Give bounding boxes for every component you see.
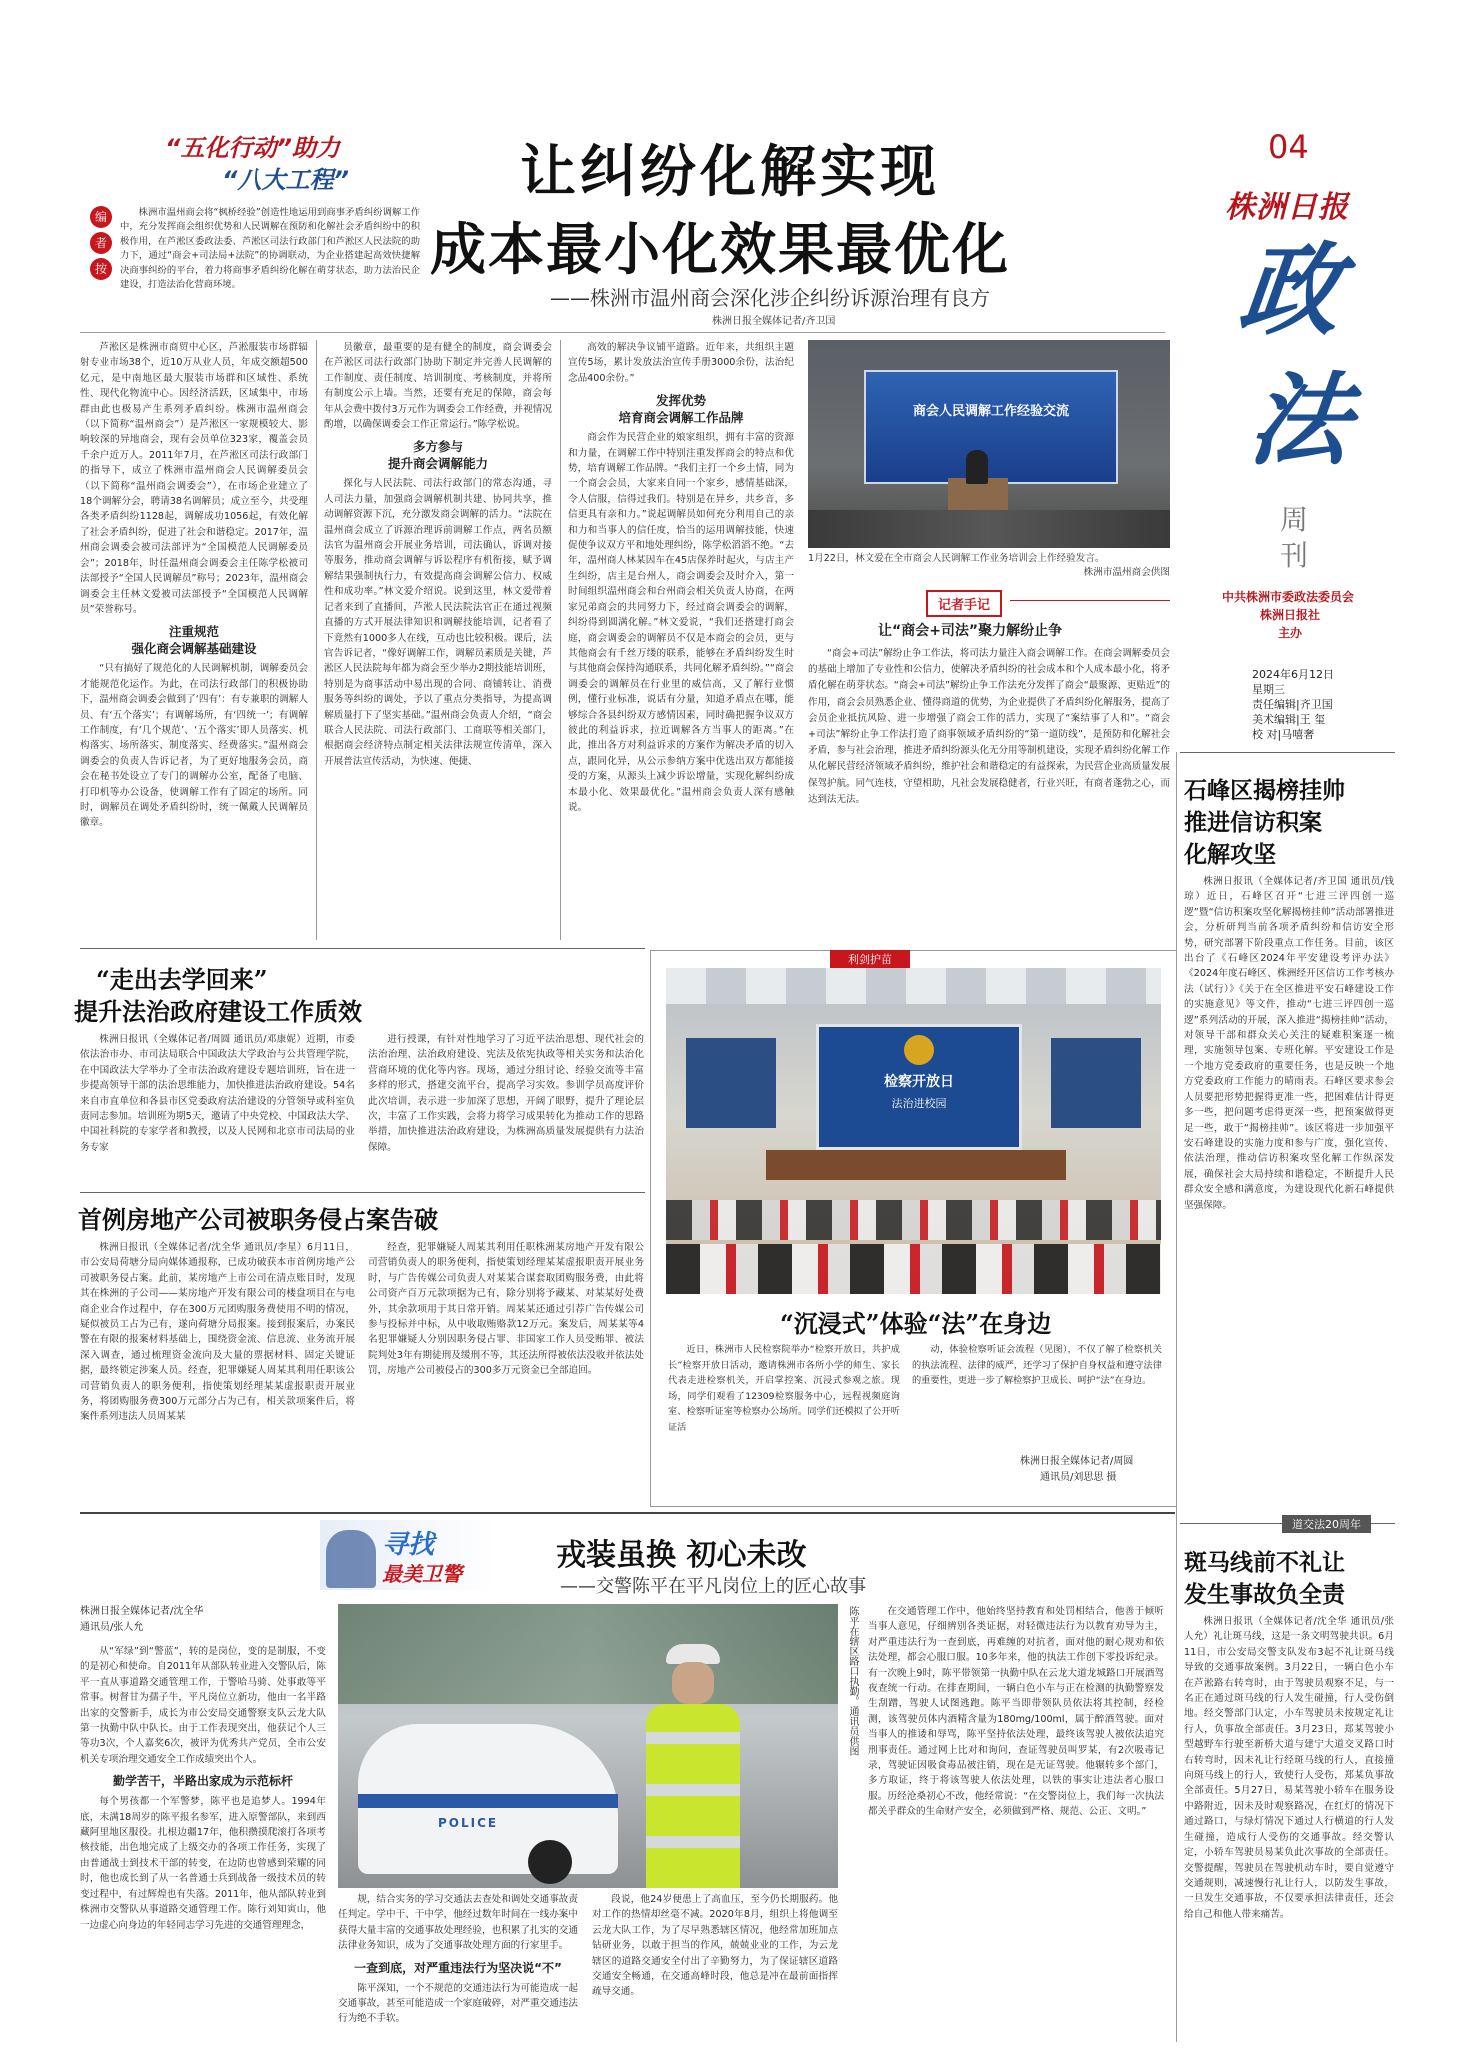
story6-body: 株洲日报讯（全媒体记者/沈全华 通讯员/张人允）礼让斑马线，这是一条文明驾驶共识。6月11日，市公安局交警支队发布3起不礼让斑马线导致的交通事故案例。3月22日，一辆白色小车在芦淞路右转弯时，由于驾驶员观察不足，与一名正在通过斑马线的行人发生碰撞，行人受伤倒地。经交警部门认定，小车驾驶员未按规定礼让行人，负事故全部责任。3月23日，郑某驾驶小型越野车行驶至新桥大道与建宁大道交叉路口时右转弯时，因未礼让行经斑马线的行人，直接撞向斑马线上的行人，致使行人受伤，郑某负事故全部责任。5月27日，易某驾驶小轿车在服务设中路附近，因未及时观察路况，在红灯的情况下通过路口，与绿灯情况下通过人行横道的行人发生碰撞，造成行人受伤的交通事故。经交警认定，小轿车驾驶员易某负此次事故的全部责任。交警提醒，驾驶员在驾驶机动车时，要自觉遵守交通规则，减速慢行礼让行人，以防发生事故，一旦发生交通事故，不仅要承担法律责任，还会给自己和他人带来痛苦。 xyxy=(1184,1616,1394,1920)
notes-body: “商会+司法”解纷止争工作法，将司法力量注入商会调解工作。在商会调解委员会的基础上增加了专业性和公信力，使解决矛盾纠纷的社会成本和个人成本最小化，将矛盾化解在萌芽状态。“商会+司法”解纷止争工作法充分发挥了商会“最聚源、更贴近”的作用，商会会员熟悉企业、懂得商道的优势，为企业提供了矛盾纠纷化解服务，提高了会员企业抵抗风险、进一步增强了商会工作的活力，实现了“案结事了人和”。“商会+司法”解纷止争工作法打造了商事领域矛盾纠纷的“第一道防线”，是预防和化解社会矛盾，参与社会治理，推进矛盾纠纷源头化无分用等制机建设，实现矛盾纠纷化解工作从化解民营经济领域矛盾纠纷，维护社会和谐稳定的有益探索，为民营企业高质量发展保驾护航。同气连枝，守望相助，凡社会发展稳健者，行业兴旺，有商者蓬勃之心，而达到法无法。 xyxy=(808,648,1170,805)
side-screen-left xyxy=(686,1038,776,1128)
officer-figure xyxy=(638,1644,748,1888)
student-row-2 xyxy=(666,1244,1161,1294)
editor-note-badge xyxy=(90,206,112,280)
issue-weekday: 星期三 xyxy=(1252,683,1285,696)
paragraph: “只有搞好了规范化的人民调解机制，调解委员会才能规范化运作。为此，在司法行政部门的积极协助下，温州商会调委会做到了‘四有’：有专兼职的调解人员、有‘五个落实’；有调解场所，有‘四统一’；有调解工作制度，有‘几个规范’、‘五个落实’即人员落实、机构落实、场所落实、制度落实、经费落实。”温州商会调委会的负责人告诉记者，为了更好地服务会员，商会在秘书处设立了专门的调解办公室，配备了电脑、打印机等办公设备，使调解工作有了固定的场所。同时，调解员在调处矛盾纠纷时，统一佩戴人民调解员徽章。 xyxy=(80,663,308,829)
subhead: 一查到底，对严重违法行为坚决说“不” xyxy=(354,1960,562,1975)
paragraph: 商会作为民营企业的娘家组织，拥有丰富的资源和力量，在调解工作中特别注重发挥商会的特点和优势，培育调解工作品牌。“我们主打一个乡土情，同为一个商会会员，大家来自同一个家乡，感情基础深，令人信服，信得过我们。特别是在异乡，共乡音，多信更具有亲和力。”说起调解员如何充分利用自己的亲和力和当事人的信任度，恰当的运用调解技能，快速促使争议双方平和地处理纠纷，陈学松滔滔不绝。“去年，温州商人林某因车在45店保养时起火，与店主产生纠纷，店主是台州人，商会调委会及时介入，第一时间组织温州商会和台州商会相关负责人协商，在两家兄弟商会的共同努力下，经过商会调委会的调解，纠纷得到圆满化解。”林文爱说，“我们还搭建打商会庭，商会调委会的调解员不仅是本商会的会员，更与其他商会有千丝万缕的联系，能够在矛盾纠纷发生时与其他商会保持沟通联系，共同化解矛盾纠纷。”“商会调委会的调解员在行业里的威信高，又了解行业惯例，懂行业标准，说话有分量，知道矛盾点在哪，能够综合各县纠纷双方感情因素，同时确把握争议双方彼此的利益诉求，拉近调解各方当事人的距离。”在此，推出各方对利益诉求的方案作为解决矛盾的切入点，跟同化异，从公示参纳方案中优选出双方都能接受的方案，从源头上减少诉讼增量，实现化解纠纷成本最小化、效果最优化。”温州商会负责人深有感触说。 xyxy=(568,432,794,813)
lead-column-3 xyxy=(568,340,794,942)
editor-note: 株洲市温州商会将“枫桥经验”创造性地运用到商事矛盾纠纷调解工作中，充分发挥商会组织优势和人民调解在预防和化解社会矛盾纠纷中的积极作用，在芦淞区委政法委、芦淞区司法行政部门和芦淞区人民法院的助力下，通过“商会+司法局+法院”的协调联动，为企业搭建起高效快捷解决商事纠纷的平台，着力将商事矛盾纠纷化解在萌芽状态，助力法治民企建设，打造法治化营商环境。 xyxy=(120,207,420,291)
story5-body: 株洲日报讯（全媒体记者/齐卫国 通讯员/钱琼）近日，石峰区召开“七进三评四创一巡逻”暨“信访积案攻坚化解揭榜挂帅”活动部署推进会，分析研判当前各项矛盾纠纷和信访安全形势，研究部署下阶段重点工作任务。目前，该区出台了《石峰区2024年平安建设考评办法》《2024年度石峰区、株洲经开区信访工作考核办法（试行）》《关于在全区推进平安石峰建设工作的实施意见》等文件，推动“七进三评四创一巡逻”系列活动的开展，深入推进“揭榜挂帅”活动，对领导干部和群众关心关注的疑难积案逐一梳理，实施领导包案、专班化解。平安建设工作是一个地方党委政府的重要任务，也是反映一个地方党委政府工作能力的晴雨表。石峰区要求参会人员要把形势把握得更准一些，把困难估计得更多一些，把问题考虑得更深一些，把预案做得更足一些，敢于“揭榜挂帅”。该区将进一步加强平安石峰建设的实施力度和参与广度，强化宣传、依法治理，推动信访积案攻坚化解工作纵深发展，确保社会大局持续和谐稳定，不断提升人民群众安全感和满意度，为建设现代化新石峰提供坚强保障。 xyxy=(1184,876,1394,1211)
badge-silhouette-icon xyxy=(326,1530,376,1588)
kicker-line-1: “五化行动”助力 xyxy=(165,134,340,162)
story7-subtitle: ——交警陈平在平凡岗位上的匠心故事 xyxy=(560,1576,866,1597)
paragraph: 高效的解决争议铺平道路。近年来，共组织主题宣传5场，累计发放法治宣传手册3000余份，法治纪念品400余份。” xyxy=(568,342,794,384)
lead-byline: 株洲日报全媒体记者/齐卫国 xyxy=(712,316,836,327)
story7-photo xyxy=(338,1604,838,1888)
paragraph: 芦淞区是株洲市商贸中心区，芦淞服装市场群辐射专业市场38个，近10万从业人员，年成交额超500亿元，是中南地区最大服装市场群和区域性、系统性、现代化物流中心。因经济活跃，区域集中，市场群由此也极易产生系列矛盾纠纷。株洲市温州商会（以下简称“温州商会”）是芦淞区一家规模较大、影响较深的异地商会，现有会员单位323家，覆盖会员千余户近万人。2011年7月，在芦淞区司法行政部门的指导下，成立了株洲市温州商会人民调解委员会（以下简称“温州商会调委会”），在市场企业建立了18个调解分会，聘请38名调解员；成立至今，共受理各类矛盾纠纷1128起，调解成功1056起，有效化解了社会矛盾纠纷，促进了社会和谐稳定。2017年，温州商会调委会被司法部评为“全国模范人民调解委员会”；2018年，时任温州商会调委会主任陈学松被司法部授予“全国人民调解员”称号；2023年，温州商会调委会主任林文爱被司法部授予“全国模范人民调解员”荣誉称号。 xyxy=(80,342,308,615)
story5-title-2: 推进信访积案 xyxy=(1184,809,1322,836)
lead-column-1 xyxy=(80,340,308,942)
story7-title: 戎装虽换 初心未改 xyxy=(556,1538,807,1573)
paragraph: 从“军绿”到“警蓝”，转的是岗位，变的是制服，不变的是初心和使命。自2011年从部队转业进入交警队后，陈平一直从事道路交通管理工作，于警哈马骑、处事敢等平常事。树督甘为孺子牛，平凡岗位立新功，他由一名半路出家的交警新手，成长为市公安局交通警察支队云龙大队第一执勤中队中队长。由于工作表现突出，他获记个人三等功3次，个人嘉奖6次，被评为优秀共产党员，全市公安机关专项治理交通安全工作成绩突出个人。 xyxy=(80,1646,326,1765)
lead-photo-caption xyxy=(808,552,1170,580)
lead-top-rule xyxy=(80,332,1165,333)
story3-column-1: 株洲日报讯（全媒体记者/沈全华 通讯员/李星）6月11日，市公安局荷塘分局向媒体通报称，已成功破获本市首例房地产公司被职务侵占案。此前，某房地产上市公司在清点账目时，发现其在株洲的子公司——某房地产开发有限公司的楼盘项目在与电商企业合作过程中，存在300万元团购服务费使用不明的情况，疑似被员工占为己有，遂向荷塘分局报案。接到报案后，办案民警在有限的报案材料基础上，围绕资金流、信息流、业务流开展深入调查，通过梳理资金流向及大量的票据材料、固定关键证据，最终锁定涉案人员。经查，犯罪嫌疑人周某其利用任职该公司营销负责人的职务便利，指使策划经理某某虚报职责开展业务，将团购服务费300万元部分占为己有，相关款项案件后，将案件系列违法人员周某某 xyxy=(80,1242,355,1423)
side-screen-right xyxy=(1051,1038,1141,1128)
sponsor-3: 主办 xyxy=(1278,626,1303,640)
column-divider xyxy=(560,340,561,940)
trees-background xyxy=(338,1604,838,1704)
sponsor-2: 株洲日报社 xyxy=(1260,608,1321,622)
story7-column-2 xyxy=(338,1892,578,2039)
badge-line-1: 寻找 xyxy=(382,1530,435,1560)
story7-column-1 xyxy=(80,1644,326,2039)
story4-credit-1: 株洲日报全媒体记者/周圆 xyxy=(1020,1456,1134,1467)
banner-line-1: 检察开放日 xyxy=(884,1074,954,1090)
weekly-label-2: 刊 xyxy=(1280,539,1309,572)
story4-credit-2: 通讯员/刘思思 摄 xyxy=(1040,1472,1117,1483)
badge-char: 者 xyxy=(90,232,112,254)
audience-row xyxy=(808,510,1170,548)
section-calligraphy-1: 政 xyxy=(1233,231,1347,349)
story2-title-1: “走出去学回来” xyxy=(96,965,268,994)
column-divider xyxy=(1176,752,1177,2042)
badge-char: 按 xyxy=(90,258,112,280)
paragraph: 陈平深知，一个不规范的交通违法行为可能造成一起交通事故，甚至可能造成一个家庭破碎，对严重交通违法行为绝不手软。 xyxy=(338,1982,578,2025)
editor-value: 齐卫国 xyxy=(1299,698,1333,711)
officer-cap xyxy=(666,1644,720,1664)
lead-headline-1: 让纠纷化解实现 xyxy=(520,139,940,205)
story2-title-2: 提升法治政府建设工作质效 xyxy=(74,997,362,1026)
speaker-silhouette xyxy=(966,450,988,484)
story5-title-1: 石峰区揭榜挂帅 xyxy=(1184,777,1345,804)
ceiling-lights xyxy=(666,968,1161,1004)
section-rule xyxy=(80,948,645,949)
paper-name-logo: 株洲日报 xyxy=(1225,190,1349,225)
story6-label: 道交法20周年 xyxy=(1282,1515,1371,1533)
subhead: 注重规范 强化商会调解基础建设 xyxy=(131,624,257,657)
notes-rule xyxy=(1010,600,1170,601)
editor-label: 美术编辑 xyxy=(1252,713,1296,726)
section-calligraphy-2: 法 xyxy=(1243,361,1357,479)
paragraph: 每个男孩都一个军警梦，陈平也是追梦人。1994年底，未满18周岁的陈平报名参军，进入原警部队，来到西藏阿里地区服役。扎根边疆17年，他积攒摸爬滚打各项考核技能，出色地完成了上级交办的各项工作任务，实现了由普通战士到技术干部的转变，在边防也曾感到荣耀的同时，他也成长到了从一名普通士兵到战备一级技术员的转变过程中，有过辉煌也有失落。2011年，他从部队转业到株洲市交警队从事道路交通管理工作。陈行刘知寅山，他一边虚心向身边的年轻同志学习先进的交通管理理念， xyxy=(80,1796,326,1931)
screen-panel xyxy=(816,1024,1022,1150)
story4-column-1: 近日，株洲市人民检察院举办“检察开放日，共护成长”检察开放日活动，邀请株洲市各所小学的师生、家长代表走进检察机关，开启掌控案、沉浸式参观之旅。现场，同学们观看了12309检察服务中心，远程视频庭询室、检察听证室等检察办公场所。同学们还模拟了公开听证活 xyxy=(668,1344,900,1433)
story7-column-3: 段说，他24岁便患上了高血压，至今仍长期服药。他对工作的热情却丝毫不减。2020年8月，组织上将他调至云龙大队工作，为了尽早熟悉辖区情况，他经常加班加点钻研业务，以敢于担当的作风，兢兢业业的工作，为云龙辖区的道路交通安全付出了辛勤努力，为了保证辖区道路交通安全畅通，在交通高峰时段，他总是冲在最前面指挥疏导交通。 xyxy=(592,1894,838,1998)
car-wheel xyxy=(528,1840,572,1884)
conference-backdrop xyxy=(864,370,1118,484)
editor-row-1: 责任编辑|齐卫国 xyxy=(1252,698,1333,711)
editor-value: 马嘻奢 xyxy=(1281,728,1315,741)
editor-value: 王 玺 xyxy=(1299,713,1326,726)
kicker-line-2: “八大工程” xyxy=(222,166,349,194)
notes-title: 让“商会+司法”聚力解纷止争 xyxy=(878,623,1063,639)
subhead: 多方参与 提升商会调解能力 xyxy=(387,439,488,472)
story7-photo-caption: 陈平在辖区路口执勤。通讯员供图 xyxy=(847,1606,858,1756)
story3-title: 首例房地产公司被职务侵占案告破 xyxy=(78,1205,438,1234)
notes-badge: 记者手记 xyxy=(926,590,1002,617)
editor-row-3: 校 对|马嘻奢 xyxy=(1252,728,1315,741)
story4-column-2: 动，体验检察听证会流程（见图），不仅了解了检察机关的执法流程、法律的威严，还学习了保护自身权益和遵守法律的重要性，更进一步了解检察护卫成长、呵护“法”在身边。 xyxy=(912,1344,1162,1386)
paragraph: 员徽章，最重要的是有健全的制度，商会调委会在芦淞区司法行政部门协助下制定并完善人民调解的工作制度、责任制度、培训制度、考核制度，并将所有制度公示上墙。当然，还要有充足的保障，商会每年从会费中拨付3万元作为调委会工作经费，并视情况酌增，以确保调委会工作正常运行。”陈学松说。 xyxy=(324,342,552,431)
badge-line-2: 最美卫警 xyxy=(382,1562,462,1586)
head-table xyxy=(766,1150,1066,1180)
student-row-1 xyxy=(666,1200,1161,1240)
paragraph: 规，结合实务的学习交通法去查处和调处交通事故责任判定。学中干、干中学，他经过数年时间在一线办案中获得大量丰富的交通事故处理经验，也积累了扎实的交通法律业务知识，成为了交通事故处理方面的行家里手。 xyxy=(338,1894,578,1952)
banner-line-2: 法治进校园 xyxy=(891,1097,947,1110)
lead-column-2 xyxy=(324,340,552,942)
officer-face xyxy=(672,1662,714,1704)
sponsor-1: 中共株洲市委政法委员会 xyxy=(1222,590,1355,604)
story7-byline-1: 株洲日报全媒体记者/沈全华 xyxy=(80,1606,204,1617)
caption-text: 1月22日，林文爱在全市商会人民调解工作业务培训会上作经验发言。 xyxy=(808,553,1105,564)
story6-title-1: 斑马线前不礼让 xyxy=(1184,1549,1345,1576)
column-divider xyxy=(316,340,317,940)
feature-badge xyxy=(320,1520,495,1590)
story7-column-4: 在交通管理工作中，他始终坚持教育和处罚相结合，他善于倾听当事人意见，仔细辨别各类证据，对轻微违法行为以教育劝导为主，对严重违法行为一查到底，再难缠的对抗者，面对他的耐心规劝和依法处理，都会心服口服。10多年来，他的执法工作创下零投诉纪录。有一次晚上9时，陈平带领第一执勤中队在云龙大道龙城路口开展酒驾夜查统一行动。在排查期间，一辆白色小车与正在检测的执勤警察发生刮蹭，驾驶人试图逃跑。陈平当即带领队员依法将其控制，经检测，该驾驶员体内酒精含量为180mg/100ml，属于醉酒驾驶。面对当事人的推诿和辱骂，陈平坚持依法处理，最终该驾驶人被依法追究刑事责任。通过网上比对和询问，查证驾驶员叫罗某，有2次吸毒记录，驾驶证因吸食毒品被注销，现在是无证驾驶。他辗转多个部门，多方取证，终于将该驾驶人依法处理，以铁的事实让违法者心服口服。历经沧桑初心不改，他经常说：“在交警岗位上，我们每一次执法都关乎群众的生命财产安全，必须做到严格、规范、公正、文明。” xyxy=(868,1606,1164,1818)
police-car xyxy=(358,1724,618,1874)
story4-title: “沉浸式”体验“法”在身边 xyxy=(780,1309,1052,1338)
car-text: POLICE xyxy=(438,1816,499,1830)
section-rule xyxy=(1180,752,1395,753)
story7-byline-2: 通讯员/张人允 xyxy=(80,1622,144,1633)
officer-vest xyxy=(646,1704,740,1888)
issue-date: 2024年6月12日 xyxy=(1252,668,1334,681)
story4-photo xyxy=(666,968,1161,1294)
story2-column-1: 株洲日报讯（全媒体记者/周圆 通讯员/邓康妮）近期，市委依法治市办、市司法局联合中国政法大学政治与公共管理学院，在中国政法大学举办了全市法治政府建设专题培训班，旨在进一步提高领导干部的法治思维能力，加快推进法治政府建设。54名来自市直单位和各县市区党委政府法治建设的分管领导或科室负责同志参加。培训班为期5天，邀请了中央党校、中国政法大学、中国社科院的专家学者和教授，以及人民网和北京市司法局的业务专家 xyxy=(80,1034,355,1153)
car-stripe xyxy=(358,1794,618,1808)
paragraph: 探化与人民法院、司法行政部门的常态沟通，寻人司法力量，加强商会调解机制共建、协同共享，推动调解资源下沉，充分激发商会调解的活力。“法院在温州商会成立了诉源治理诉前调解工作点，两名员额法官为温州商会开展业务培训，司法确认，诉调对接等服务，推动商会调解与诉讼程序有机衔接，赋予调解结果强制执行力，有效提高商会调解公信力、权威性和成功率。”林文爱介绍说。说到这里，林文爱带着记者来到了直播间，芦淞人民法院法官正在通过视频直播的方式开展法律知识和调解技能培训，记者看了下竟然有1000多人在线，互动也比较积极。课后，法官告诉记者，“像好调解工作，调解员素质是关键，芦淞区人民法院每年都为商会至少举办2期技能培训班，特别是为商事活动中易出现的合同、商铺转让、消费服务等纠纷的调处，予以了重点分类指导，为提高调解质量打下了坚实基础。”温州商会负责人介绍，“商会联合人民法院、司法行政部门、工商联等相关部门，根据商会经济特点制定相关法律法规宣传清单，深入开展普法宣传活动，为快速、便捷、 xyxy=(324,478,552,767)
story6-title-2: 发生事故负全责 xyxy=(1184,1581,1345,1608)
story4-label: 利剑护苗 xyxy=(830,950,910,968)
subhead: 勤学苦干，半路出家成为示范标杆 xyxy=(112,1774,293,1789)
badge-char: 编 xyxy=(90,206,112,228)
story3-column-2: 经查，犯罪嫌疑人周某其利用任职株洲某房地产开发有限公司营销负责人的职务便利，指使策划经理某某虚报职责开展业务时，与广告传媒公司负责人对某某合谋套取团购服务费，由此将公司资产百万元款项据为己有，除分别将予藏某、对某某好处费外，其余款项用于其日常开销。周某某还通过引荐广告传媒公司参与投标并中标，从中收取贿赂款12万元。案发后，周某某等4名犯罪嫌疑人分别因职务侵占罪、非国家工作人员受贿罪、被法院判处3年有期徒刑及缓刑不等，其还法所得被依法没收并依法处罚，房地产公司被侵占的300多万元资金已全部追回。 xyxy=(368,1242,644,1377)
story2-column-2: 进行授课，有针对性地学习了习近平法治思想、现代社会的法治治理、法治政府建设、宪法及依宪执政等相关实务和法治化营商环境的优化等内容。现场，通过分组讨论、经验交流等丰富多样的形式，搭建交流平台，提高学习实效。参训学员高度评价此次培训，表示进一步加深了思想，开阔了眼野，提升了理论层次，丰富了工作实践，会将力将学习成果转化为推动工作的思路举措，加快推进法治政府建设，为株洲高质量发展提供有力法治保障。 xyxy=(368,1034,644,1153)
editor-row-2: 美术编辑|王 玺 xyxy=(1252,713,1326,726)
editor-label: 校 对 xyxy=(1252,728,1278,741)
editor-label: 责任编辑 xyxy=(1252,698,1296,711)
lead-photo xyxy=(808,340,1170,548)
subhead: 发挥优势 培育商会调解工作品牌 xyxy=(618,393,744,426)
page-number: 04 xyxy=(1268,128,1309,166)
story5-title-3: 化解攻坚 xyxy=(1184,841,1276,868)
caption-credit: 株洲市温州商会供图 xyxy=(1083,567,1170,578)
section-rule xyxy=(80,1192,645,1193)
lead-headline-2: 成本最小化效果最优化 xyxy=(430,217,1010,283)
emblem-icon xyxy=(904,1035,934,1065)
lead-subhead: ——株洲市温州商会深化涉企纠纷诉源治理有良方 xyxy=(550,286,990,310)
feature-rule xyxy=(80,1512,1175,1514)
backdrop-title: 商会人民调解工作经验交流 xyxy=(912,404,1069,419)
weekly-label-1: 周 xyxy=(1280,503,1309,536)
